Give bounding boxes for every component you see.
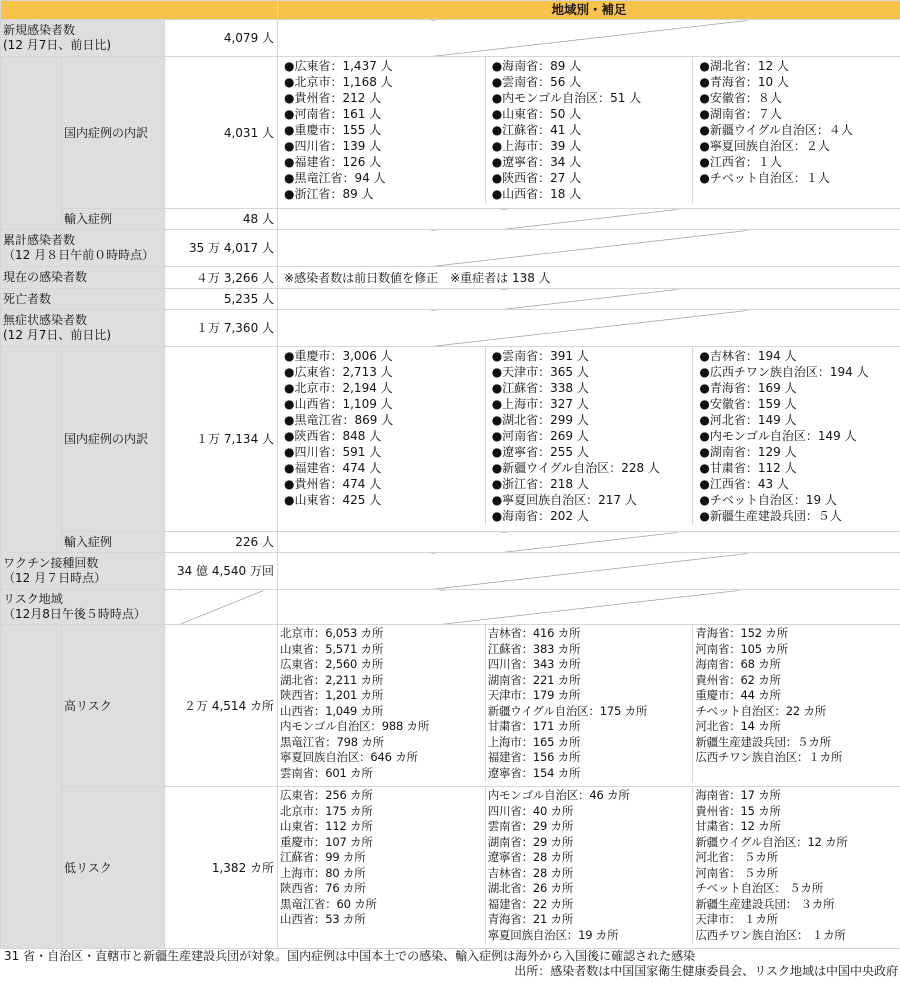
list-item: 山東省：112 カ所 [280, 819, 373, 833]
list-item: 黒竜江省：798 カ所 [280, 734, 384, 749]
list-item: ●黒竜江省：94 人 [284, 171, 386, 185]
list-item: 上海市：80 カ所 [280, 865, 366, 880]
list-item: 河南省：105 カ所 [695, 641, 788, 656]
list-item: 陝西省：76 カ所 [280, 881, 366, 895]
list-item: ●上海市：39 人 [491, 139, 582, 153]
list-item: ●貴州省：474 人 [284, 477, 382, 491]
list-item: チベット自治区：22 カ所 [695, 703, 827, 718]
list-item: 福建省：22 カ所 [487, 896, 574, 911]
indent-cell-3 [1, 625, 62, 949]
list-item: 四川省：343 カ所 [487, 657, 581, 671]
asymptomatic-sub: (12 月7日、前日比) [3, 328, 112, 342]
list-item: 重慶市：44 カ所 [695, 688, 781, 702]
list-item: 海南省：17 カ所 [695, 788, 781, 802]
low-risk-label: 低リスク [62, 787, 165, 949]
list-item: ●重慶市：155 人 [284, 123, 382, 137]
list-item: ●河南省：161 人 [284, 107, 382, 121]
list-item: 重慶市：107 カ所 [280, 834, 373, 849]
list-item: ●上海市：327 人 [491, 397, 589, 411]
domestic-new-label: 国内症例の内訳 [62, 57, 165, 209]
new-cases-row [1, 20, 900, 57]
list-item: 湖南省：221 カ所 [487, 672, 581, 687]
list-item: ●湖北省：12 人 [699, 59, 789, 73]
list-item: ●内モンゴル自治区：51 人 [491, 91, 642, 105]
list-item: ●山西省：18 人 [491, 187, 582, 201]
list-item: 雲南省：29 カ所 [487, 819, 574, 833]
list-item: ●雲南省：56 人 [491, 75, 582, 89]
deaths-row [1, 289, 900, 310]
cumulative-label-cell [1, 230, 165, 267]
low-risk-detail [278, 787, 900, 949]
risk-note-diagonal [278, 590, 900, 625]
list-item: 河南省： ５カ所 [695, 865, 778, 880]
risk-label-cell [1, 590, 165, 625]
list-item: 北京市：175 カ所 [280, 803, 373, 818]
list-item: ●四川省：591 人 [284, 445, 382, 459]
domestic-new-detail [278, 57, 900, 209]
new-cases-label-cell [1, 20, 165, 57]
list-item: 広東省：256 カ所 [280, 788, 373, 802]
cumulative-value: 35 万 4,017 人 [165, 230, 278, 267]
list-item: ●貴州省：212 人 [284, 91, 382, 105]
list-item: 湖北省：26 カ所 [487, 881, 574, 895]
domestic-new-row [1, 57, 900, 209]
list-item: ●浙江省：218 人 [491, 477, 589, 491]
vaccine-diagonal [278, 553, 900, 590]
list-item: ●安徽省：８人 [699, 91, 782, 105]
list-item: チベット自治区： ５カ所 [695, 881, 824, 895]
list-item: 内モンゴル自治区：988 カ所 [280, 719, 430, 733]
list-item: ●安徽省：159 人 [699, 397, 797, 411]
list-item: ●吉林省：194 人 [699, 349, 797, 363]
asymptomatic-row [1, 310, 900, 347]
list-item: ●河北省：149 人 [699, 413, 797, 427]
vaccine-value: 34 億 4,540 万回 [165, 553, 278, 590]
list-item: 河北省： ５カ所 [695, 850, 778, 864]
list-item: ●江西省：１人 [699, 155, 782, 169]
list-item: 広東省：2,560 カ所 [280, 657, 384, 671]
list-item: ●湖北省：299 人 [491, 413, 589, 427]
list-item: ●海南省：89 人 [491, 59, 582, 73]
cumulative-row [1, 230, 900, 267]
list-item: ●雲南省：391 人 [491, 349, 589, 363]
list-item: 貴州省：62 カ所 [695, 672, 781, 687]
current-value: ４万 3,266 人 [165, 267, 278, 289]
new-cases-sub: (12 月7日、前日比) [3, 38, 112, 52]
high-risk-col3 [692, 625, 900, 782]
list-item: ●新疆ウイグル自治区：228 人 [491, 461, 660, 475]
low-risk-value: 1,382 カ所 [165, 787, 278, 949]
list-item: 山東省：5,571 カ所 [280, 641, 384, 656]
new-cases-label: 新規感染者数 [3, 23, 76, 37]
list-item: ●広西チワン族自治区：194 人 [699, 365, 869, 379]
deaths-diagonal [278, 289, 900, 310]
list-item: ●寧夏回族自治区：217 人 [491, 493, 637, 507]
high-risk-col1 [278, 625, 485, 782]
low-risk-row [1, 787, 900, 949]
current-note: ※感染者数は前日数値を修正 ※重症者は 138 人 [278, 267, 900, 289]
list-item: ●新疆生産建設兵団：５人 [699, 509, 842, 523]
domestic-asym-col3 [692, 347, 900, 525]
list-item: ●広東省：1,437 人 [284, 59, 393, 73]
footer-note: 31 省・自治区・直轄市と新疆生産建設兵団が対象。国内症例は中国本土での感染、輸入症例は海外から入国後に確認された感染 [4, 949, 696, 963]
current-label: 現在の感染者数 [1, 267, 165, 289]
list-item: ●青海省：10 人 [699, 75, 789, 89]
list-item: ●広東省：2,713 人 [284, 365, 393, 379]
list-item: 山西省：1,049 カ所 [280, 703, 384, 718]
list-item: ●山東省：50 人 [491, 107, 582, 121]
header-blank [1, 1, 278, 20]
domestic-asym-col1 [278, 347, 485, 525]
domestic-new-col1 [278, 57, 485, 203]
list-item: 貴州省：15 カ所 [695, 803, 781, 818]
imported-new-value: 48 人 [165, 209, 278, 230]
footer-source: 出所：感染者数は中国国家衛生健康委員会、リスク地域は中国中央政府 [514, 964, 898, 978]
list-item: 吉林省：416 カ所 [487, 626, 581, 640]
imported-new-label: 輸入症例 [62, 209, 165, 230]
list-item: 遼寧省：154 カ所 [487, 765, 581, 780]
high-risk-detail [278, 625, 900, 787]
list-item: ●遼寧省：34 人 [491, 155, 582, 169]
asymptomatic-value: １万 7,360 人 [165, 310, 278, 347]
cumulative-label: 累計感染者数 [3, 233, 76, 247]
high-risk-col2 [485, 625, 693, 782]
list-item: 青海省：152 カ所 [695, 626, 788, 640]
vaccine-label-cell [1, 553, 165, 590]
list-item: ●重慶市：3,006 人 [284, 349, 393, 363]
high-risk-label: 高リスク [62, 625, 165, 787]
domestic-asym-label: 国内症例の内訳 [62, 347, 165, 532]
list-item: 北京市：6,053 カ所 [280, 626, 384, 640]
list-item: ●福建省：474 人 [284, 461, 382, 475]
list-item: 福建省：156 カ所 [487, 750, 581, 764]
indent-cell-1 [1, 57, 62, 230]
list-item: 新疆生産建設兵団： ３カ所 [695, 896, 835, 911]
list-item: ●湖南省：129 人 [699, 445, 797, 459]
list-item: 寧夏回族自治区：19 カ所 [487, 927, 619, 942]
list-item: 江蘇省：99 カ所 [280, 850, 366, 864]
list-item: 河北省：14 カ所 [695, 719, 781, 733]
list-item: 雲南省：601 カ所 [280, 765, 373, 780]
list-item: 甘粛省：171 カ所 [487, 719, 581, 733]
risk-sub: （12月8日午後５時時点） [3, 607, 146, 621]
vaccine-sub: （12 月７日時点） [3, 571, 107, 585]
list-item: ●寧夏回族自治区：２人 [699, 139, 830, 153]
cumulative-diagonal [278, 230, 900, 267]
domestic-new-value: 4,031 人 [165, 57, 278, 209]
list-item: ●甘粛省：112 人 [699, 461, 797, 475]
cumulative-sub: （12 月８日午前０時時点） [3, 248, 155, 262]
asymptomatic-label: 無症状感染者数 [3, 313, 88, 327]
vaccine-label: ワクチン接種回数 [3, 556, 99, 570]
list-item: ●福建省：126 人 [284, 155, 382, 169]
list-item: 湖北省：2,211 カ所 [280, 672, 384, 687]
list-item: ●内モンゴル自治区：149 人 [699, 429, 857, 443]
list-item: ●山西省：1,109 人 [284, 397, 393, 411]
list-item: 広西チワン族自治区： １カ所 [695, 927, 846, 942]
list-item: 黒竜江省：60 カ所 [280, 896, 377, 911]
list-item: ●青海省：169 人 [699, 381, 797, 395]
domestic-asym-value: １万 7,134 人 [165, 347, 278, 532]
domestic-asym-detail [278, 347, 900, 532]
list-item: ●天津市：365 人 [491, 365, 589, 379]
risk-value-diagonal [165, 590, 278, 625]
list-item: ●新疆ウイグル自治区：４人 [699, 123, 853, 137]
list-item: 陝西省：1,201 カ所 [280, 688, 384, 702]
list-item: 天津市： １カ所 [695, 912, 778, 926]
list-item: 遼寧省：28 カ所 [487, 850, 574, 864]
deaths-label: 死亡者数 [1, 289, 165, 310]
deaths-value: 5,235 人 [165, 289, 278, 310]
vaccine-row [1, 553, 900, 590]
list-item: ●陝西省：27 人 [491, 171, 582, 185]
list-item: ●山東省：425 人 [284, 493, 382, 507]
list-item: ●黒竜江省：869 人 [284, 413, 394, 427]
new-cases-value: 4,079 人 [165, 20, 278, 57]
domestic-new-col3 [692, 57, 900, 203]
list-item: 青海省：21 カ所 [487, 912, 574, 926]
list-item: 内モンゴル自治区：46 カ所 [487, 788, 630, 802]
header-title: 地域別・補足 [278, 1, 900, 20]
list-item: ●江西省：43 人 [699, 477, 789, 491]
list-item: 湖南省：29 カ所 [487, 834, 574, 849]
list-item: ●海南省：202 人 [491, 509, 589, 523]
imported-asym-diagonal [278, 532, 900, 553]
list-item: ●江蘇省：41 人 [491, 123, 582, 137]
indent-cell-2 [1, 347, 62, 553]
list-item: ●北京市：2,194 人 [284, 381, 393, 395]
imported-asym-label: 輸入症例 [62, 532, 165, 553]
list-item: 四川省：40 カ所 [487, 803, 574, 818]
list-item: ●チベット自治区：19 人 [699, 493, 837, 507]
list-item: 山西省：53 カ所 [280, 912, 366, 926]
list-item: 甘粛省：12 カ所 [695, 819, 781, 833]
list-item: 新疆生産建設兵団：５カ所 [695, 734, 831, 749]
list-item: ●四川省：139 人 [284, 139, 382, 153]
list-item: 上海市：165 カ所 [487, 734, 581, 749]
list-item: ●江蘇省：338 人 [491, 381, 589, 395]
asymptomatic-diagonal [278, 310, 900, 347]
list-item: ●河南省：269 人 [491, 429, 589, 443]
list-item: 新疆ウイグル自治区：175 カ所 [487, 703, 648, 718]
list-item: ●遼寧省：255 人 [491, 445, 589, 459]
risk-row [1, 590, 900, 625]
list-item: ●チベット自治区：１人 [699, 171, 830, 185]
list-item: 広西チワン族自治区：１カ所 [695, 750, 843, 764]
current-row [1, 267, 900, 289]
list-item: 新疆ウイグル自治区：12 カ所 [695, 834, 848, 849]
list-item: 江蘇省：383 カ所 [487, 641, 581, 656]
list-item: ●北京市：1,168 人 [284, 75, 393, 89]
imported-asym-value: 226 人 [165, 532, 278, 553]
list-item: ●陝西省：848 人 [284, 429, 382, 443]
header-row [1, 1, 900, 20]
list-item: 吉林省：28 カ所 [487, 865, 574, 880]
imported-new-row [1, 209, 900, 230]
list-item: ●浙江省：89 人 [284, 187, 374, 201]
list-item: 天津市：179 カ所 [487, 688, 581, 702]
domestic-asym-row [1, 347, 900, 532]
imported-new-diagonal [278, 209, 900, 230]
high-risk-row [1, 625, 900, 787]
domestic-new-col2 [485, 57, 693, 203]
list-item: ●湖南省：７人 [699, 107, 782, 121]
low-risk-col1 [278, 787, 485, 944]
risk-label: リスク地域 [3, 592, 63, 606]
new-cases-diagonal [278, 20, 900, 57]
list-item: 海南省：68 カ所 [695, 657, 781, 671]
imported-asym-row [1, 532, 900, 553]
high-risk-value: ２万 4,514 カ所 [165, 625, 278, 787]
low-risk-col2 [485, 787, 693, 944]
list-item: 寧夏回族自治区：646 カ所 [280, 750, 418, 764]
domestic-asym-col2 [485, 347, 693, 525]
asymptomatic-label-cell [1, 310, 165, 347]
low-risk-col3 [692, 787, 900, 944]
